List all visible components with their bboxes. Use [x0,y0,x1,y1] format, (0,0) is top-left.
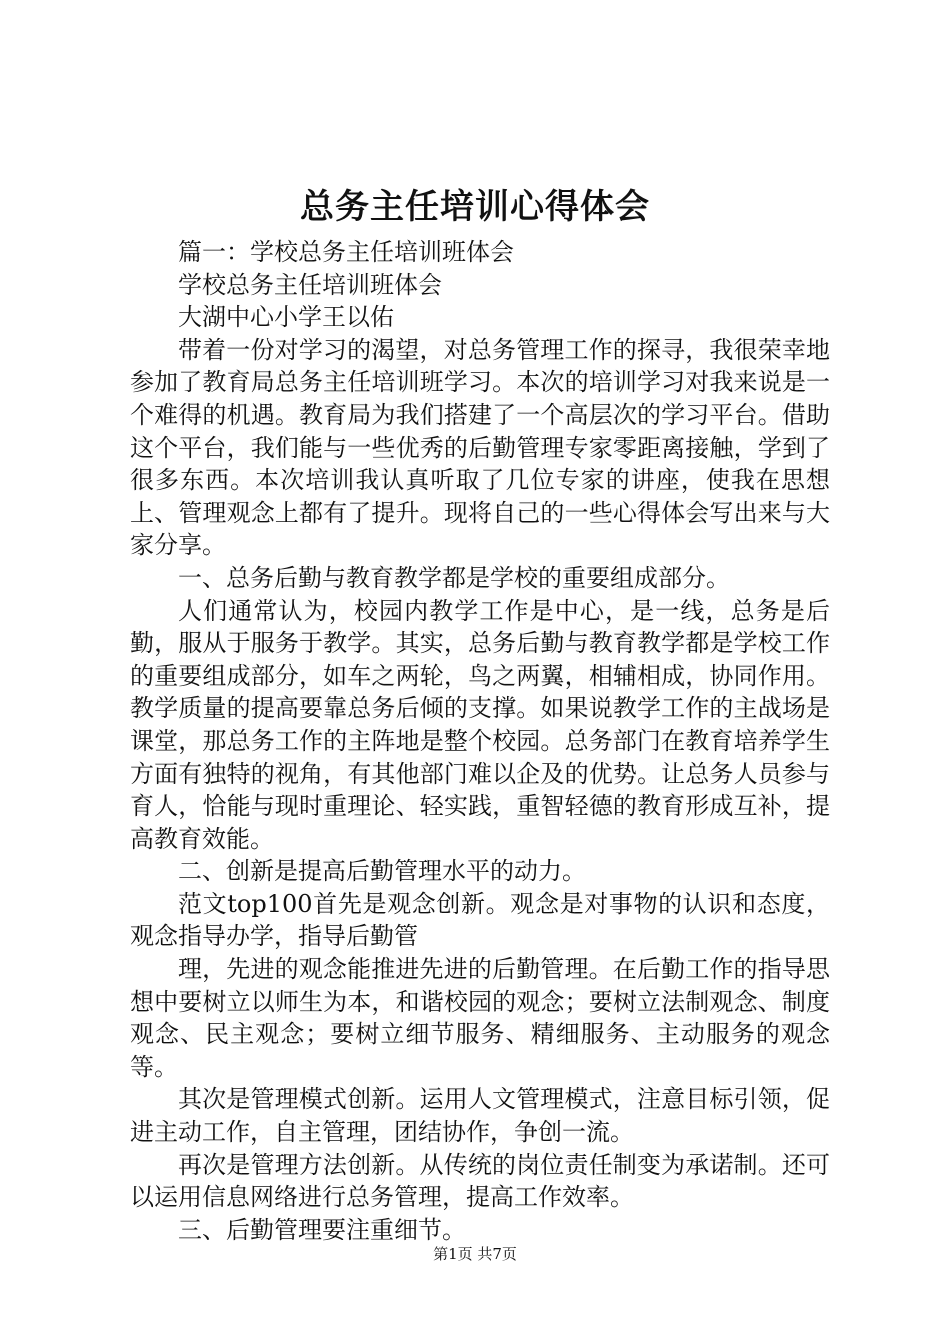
paragraph-mode-innovation: 其次是管理模式创新。运用人文管理模式，注意目标引领，促进主动工作，自主管理，团结协作，争创一流。 [130,1085,830,1147]
paragraph-point-one-heading: 一、总务后勤与教育教学都是学校的重要组成部分。 [178,563,730,592]
page-footer: 第1页 共7页 [433,1245,517,1263]
paragraph-author: 大湖中心小学王以佑 [178,303,394,332]
paragraph-intro: 带着一份对学习的渴望，对总务管理工作的探寻，我很荣幸地参加了教育局总务主任培训班学习。本次的培训学习对我来说是一个难得的机遇。教育局为我们搭建了一个高层次的学习平台。借助这个平台，我们能与一些优秀的后勤管理专家零距离接触，学到了很多东西。本次培训我认真听取了几位专家的讲座，使我在思想上、管理观念上都有了提升。现将自己的一些心得体会写出来与大家分享。 [130,335,830,560]
document-body [130,236,830,1246]
paragraph-point-one-body: 人们通常认为，校园内教学工作是中心，是一线，总务是后勤，服从于服务于教学。其实，总务后勤与教育教学都是学校工作的重要组成部分，如车之两轮，鸟之两翼，相辅相成，协同作用。教学质量的提高要靠总务后倾的支撑。如果说教学工作的主战场是课堂，那总务工作的主阵地是整个校园。总务部门在教育培养学生方面有独特的视角，有其他部门难以企及的优势。让总务人员参与育人，恰能与现时重理论、轻实践，重智轻德的教育形成互补，提高教育效能。 [130,596,830,853]
paragraph-point-three-heading: 三、后勤管理要注重细节。 [178,1215,466,1244]
paragraph-point-two-heading: 二、创新是提高后勤管理水平的动力。 [178,857,586,886]
paragraph-method-innovation: 再次是管理方法创新。从传统的岗位责任制变为承诺制。还可以运用信息网络进行总务管理，提高工作效率。 [130,1150,830,1212]
paragraph-concept-innovation-cont: 理，先进的观念能推进先进的后勤管理。在后勤工作的指导思想中要树立以师生为本，和谐校园的观念；要树立法制观念、制度观念、民主观念；要树立细节服务、精细服务、主动服务的观念等。 [130,955,830,1081]
paragraph-section-heading: 篇一：学校总务主任培训班体会 [178,238,514,266]
paragraph-concept-innovation: 范文top100首先是观念创新。观念是对事物的认识和态度，观念指导办学，指导后勤管 [130,889,830,951]
paragraph-subtitle: 学校总务主任培训班体会 [178,270,442,299]
document-title: 总务主任培训心得体会 [300,187,650,227]
